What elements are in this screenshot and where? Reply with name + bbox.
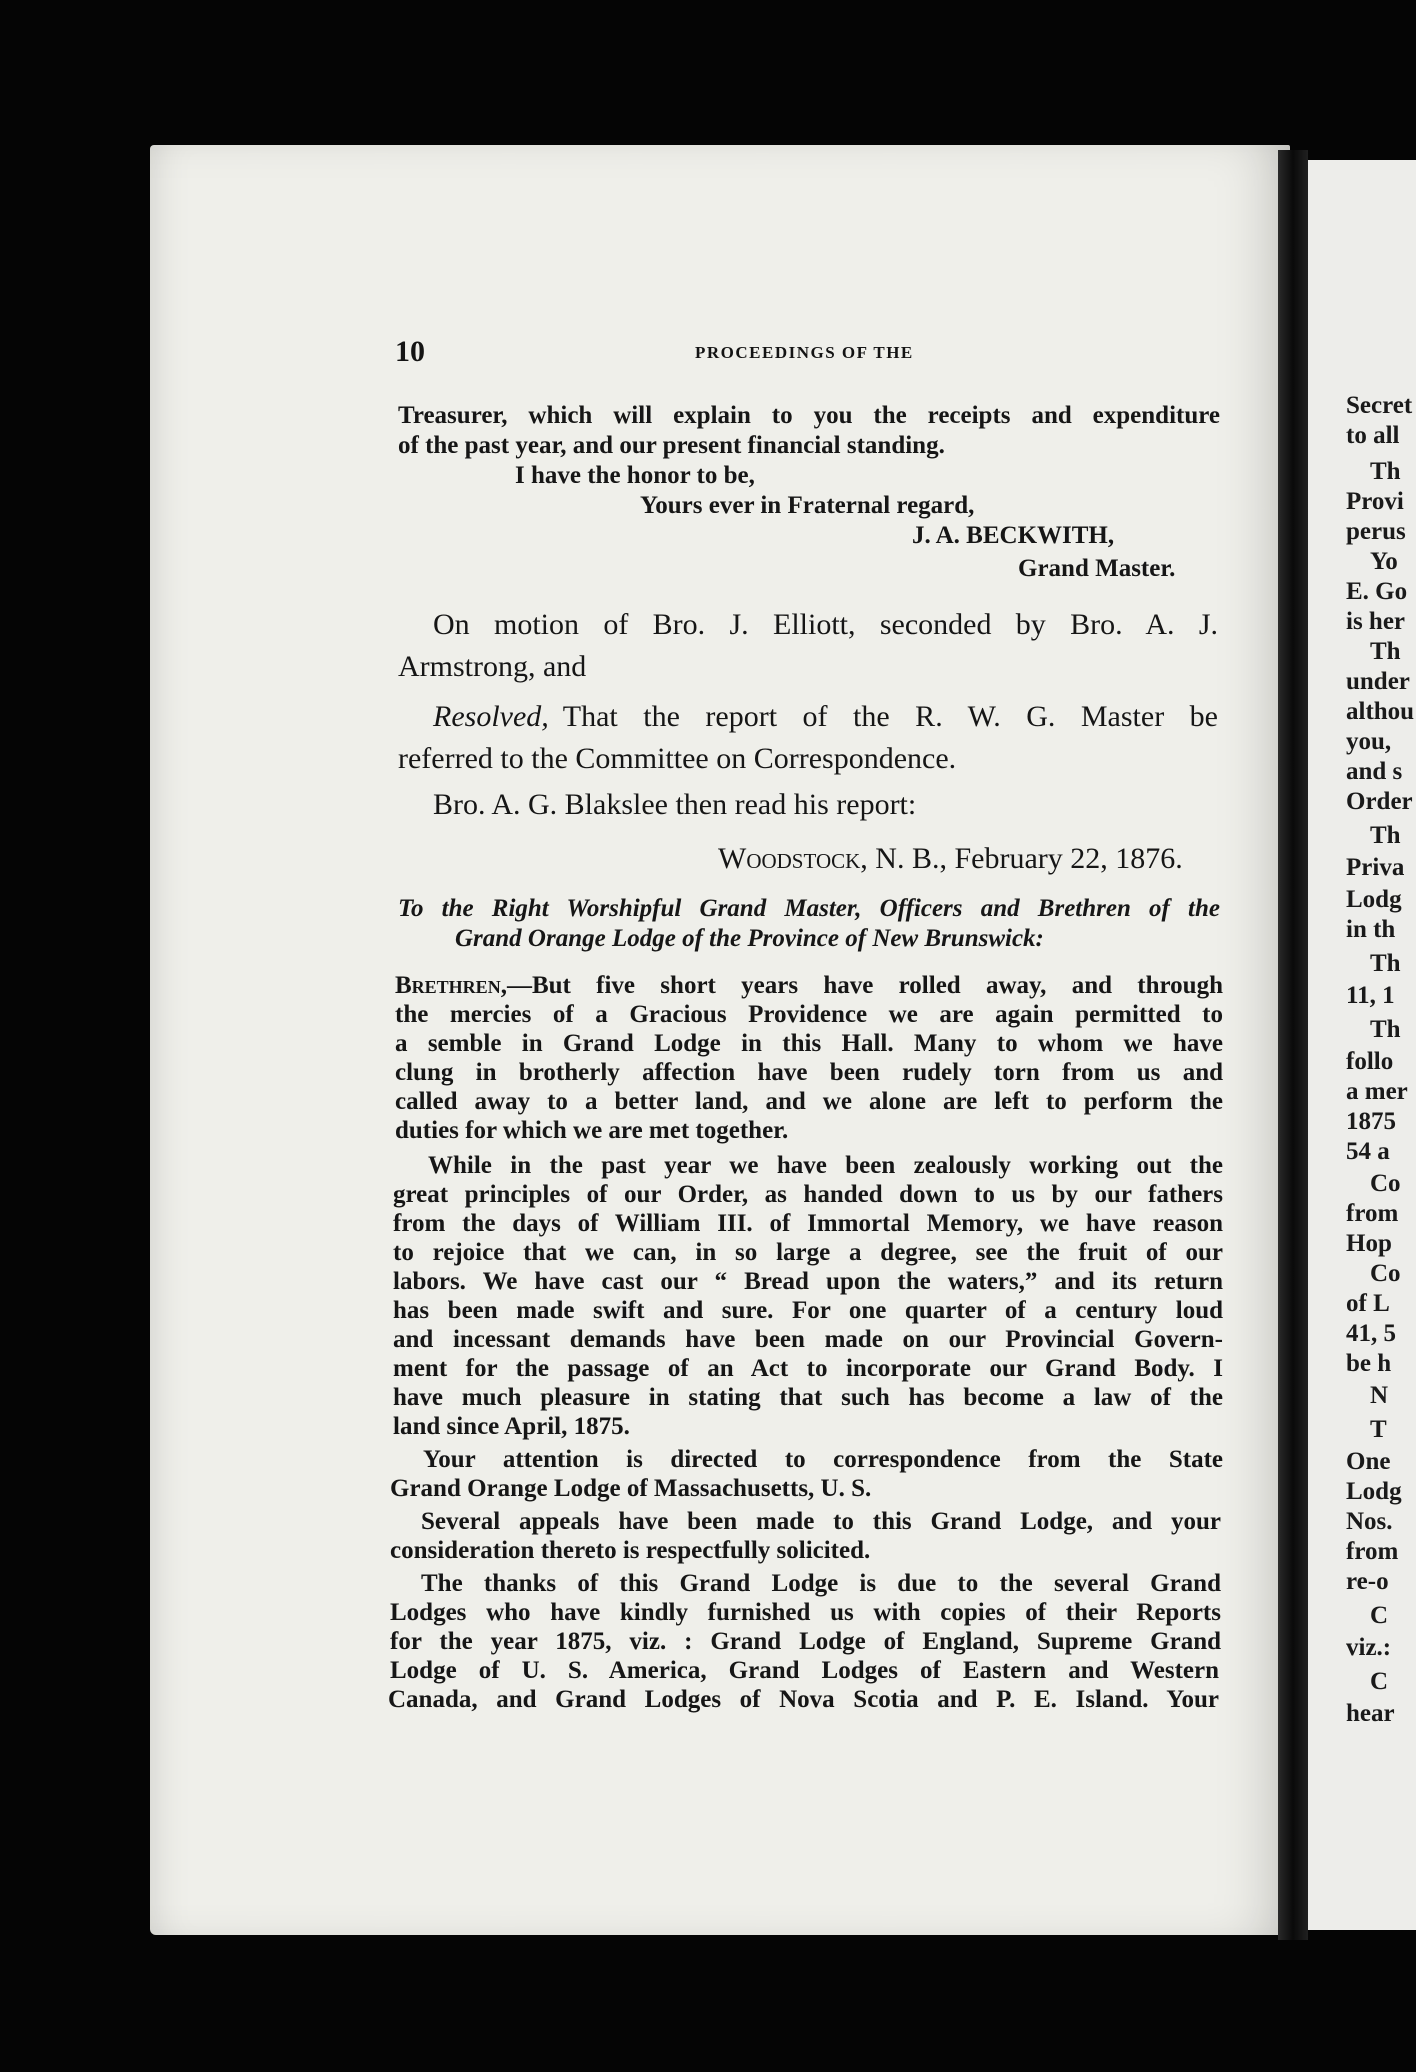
- text-line: of the past year, and our present financial standing.: [398, 432, 945, 459]
- book-gutter: [1278, 150, 1308, 1940]
- body-line: a semble in Grand Lodge in this Hall. Many to whom we have: [395, 1030, 1223, 1057]
- running-head: PROCEEDINGS OF THE: [695, 343, 914, 362]
- body-line: great principles of our Order, as handed down to us by our fathers: [393, 1181, 1223, 1208]
- body-line-text: —But five short years have rolled away, and through: [506, 972, 1223, 999]
- closing-honor: I have the honor to be,: [515, 462, 755, 489]
- body-line: have much pleasure in stating that such has become a law of the: [393, 1384, 1223, 1411]
- facing-line: follo: [1346, 1048, 1394, 1075]
- facing-line: under: [1346, 668, 1410, 695]
- facing-line: One: [1346, 1448, 1391, 1475]
- body-line: has been made swift and sure. For one quarter of a century loud: [393, 1297, 1223, 1324]
- body-line: from the days of William III. of Immortal Memory, we have reason: [393, 1210, 1223, 1237]
- page-header: [395, 335, 1225, 375]
- motion-line: Armstrong, and: [398, 650, 587, 683]
- facing-line: Th: [1370, 1016, 1401, 1043]
- facing-line: and s: [1346, 758, 1403, 785]
- facing-line: hear: [1346, 1700, 1395, 1727]
- text-line: Treasurer, which will explain to you the receipts and expenditure: [398, 402, 1220, 429]
- facing-line: Order: [1346, 788, 1413, 815]
- facing-line: 54 a: [1346, 1138, 1390, 1165]
- salutation-line: To the Right Worshipful Grand Master, Officers and Brethren of the: [398, 895, 1220, 922]
- signature: J. A. BECKWITH,: [912, 522, 1115, 549]
- facing-line: 41, 5: [1346, 1320, 1396, 1347]
- dateline: [718, 842, 1183, 876]
- resolved-text: That the report of the R. W. G. Master be: [562, 700, 1218, 733]
- brethren-word: Brethren,: [395, 972, 507, 999]
- facing-line: 1875: [1346, 1108, 1396, 1135]
- body-line: While in the past year we have been zealously working out the: [428, 1152, 1223, 1179]
- facing-page: [1308, 160, 1416, 1930]
- report-intro: Bro. A. G. Blakslee then read his report:: [433, 788, 917, 821]
- body-line: Your attention is directed to correspondence from the State: [423, 1446, 1223, 1473]
- salutation-line: Grand Orange Lodge of the Province of New Brunswick:: [455, 925, 1044, 952]
- facing-line: N: [1370, 1382, 1389, 1409]
- facing-line: 11, 1: [1346, 982, 1395, 1009]
- facing-line: be h: [1346, 1350, 1392, 1377]
- facing-line: Provi: [1346, 488, 1404, 515]
- facing-line: Secret: [1346, 392, 1413, 419]
- body-line: The thanks of this Grand Lodge is due to the several Grand: [421, 1570, 1221, 1597]
- facing-line: Nos.: [1346, 1508, 1393, 1535]
- facing-line: Priva: [1346, 854, 1405, 881]
- facing-line: Lodg: [1346, 1478, 1402, 1505]
- facing-line: viz.:: [1346, 1634, 1392, 1661]
- body-line: Several appeals have been made to this Grand Lodge, and your: [421, 1508, 1221, 1535]
- body-line: Grand Orange Lodge of Massachusetts, U. S.: [390, 1475, 872, 1502]
- signature-title: Grand Master.: [1018, 555, 1176, 582]
- facing-line: a mer: [1346, 1078, 1408, 1105]
- dateline-date: , N. B., February 22, 1876.: [860, 842, 1183, 875]
- body-line: and incessant demands have been made on our Provincial Govern-: [393, 1326, 1223, 1353]
- motion-line: On motion of Bro. J. Elliott, seconded by Bro. A. J.: [433, 608, 1218, 641]
- facing-line: E. Go: [1346, 578, 1408, 605]
- resolved-word: Resolved,: [433, 700, 549, 733]
- facing-line: from: [1346, 1538, 1399, 1565]
- body-line: land since April, 1875.: [393, 1413, 630, 1440]
- facing-line: re-o: [1346, 1568, 1389, 1595]
- body-line: Lodge of U. S. America, Grand Lodges of Eastern and Western: [390, 1657, 1219, 1684]
- facing-line: Th: [1370, 638, 1401, 665]
- dateline-place: Woodstock: [718, 842, 861, 875]
- body-line: labors. We have cast our “ Bread upon the waters,” and its return: [393, 1268, 1223, 1295]
- resolved-line: [433, 700, 1218, 734]
- facing-line: in th: [1346, 916, 1396, 943]
- body-line: [395, 972, 1223, 1000]
- body-line: for the year 1875, viz. : Grand Lodge of England, Supreme Grand: [390, 1628, 1221, 1655]
- facing-line: is her: [1346, 608, 1406, 635]
- facing-line: Yo: [1370, 548, 1398, 575]
- facing-line: Th: [1370, 458, 1401, 485]
- body-line: the mercies of a Gracious Providence we are again permitted to: [395, 1001, 1223, 1028]
- body-line: clung in brotherly affection have been rudely torn from us and: [395, 1059, 1223, 1086]
- facing-line: from: [1346, 1200, 1399, 1227]
- facing-line: to all: [1346, 422, 1400, 449]
- closing-regards: Yours ever in Fraternal regard,: [640, 492, 975, 519]
- body-line: called away to a better land, and we alone are left to perform the: [395, 1088, 1223, 1115]
- facing-line: perus: [1346, 518, 1406, 545]
- body-line: to rejoice that we can, in so large a degree, see the fruit of our: [393, 1239, 1223, 1266]
- facing-line: C: [1370, 1602, 1389, 1629]
- body-line: duties for which we are met together.: [395, 1117, 789, 1144]
- facing-line: althou: [1346, 698, 1415, 725]
- facing-line: Th: [1370, 950, 1401, 977]
- page-number: 10: [395, 335, 425, 368]
- body-line: Lodges who have kindly furnished us with copies of their Reports: [390, 1599, 1221, 1626]
- body-line: Canada, and Grand Lodges of Nova Scotia and P. E. Island. Your: [388, 1686, 1219, 1713]
- facing-line: C: [1370, 1668, 1389, 1695]
- facing-line: of L: [1346, 1290, 1390, 1317]
- facing-line: Lodg: [1346, 886, 1402, 913]
- facing-line: Co: [1370, 1260, 1401, 1287]
- resolved-line-2: referred to the Committee on Correspondence.: [398, 742, 957, 775]
- facing-line: Hop: [1346, 1230, 1392, 1257]
- body-line: ment for the passage of an Act to incorporate our Grand Body. I: [393, 1355, 1223, 1382]
- facing-line: Th: [1370, 822, 1401, 849]
- body-line: consideration thereto is respectfully solicited.: [390, 1537, 871, 1564]
- facing-line: Co: [1370, 1170, 1401, 1197]
- facing-line: T: [1370, 1416, 1387, 1443]
- facing-line: you,: [1346, 728, 1392, 755]
